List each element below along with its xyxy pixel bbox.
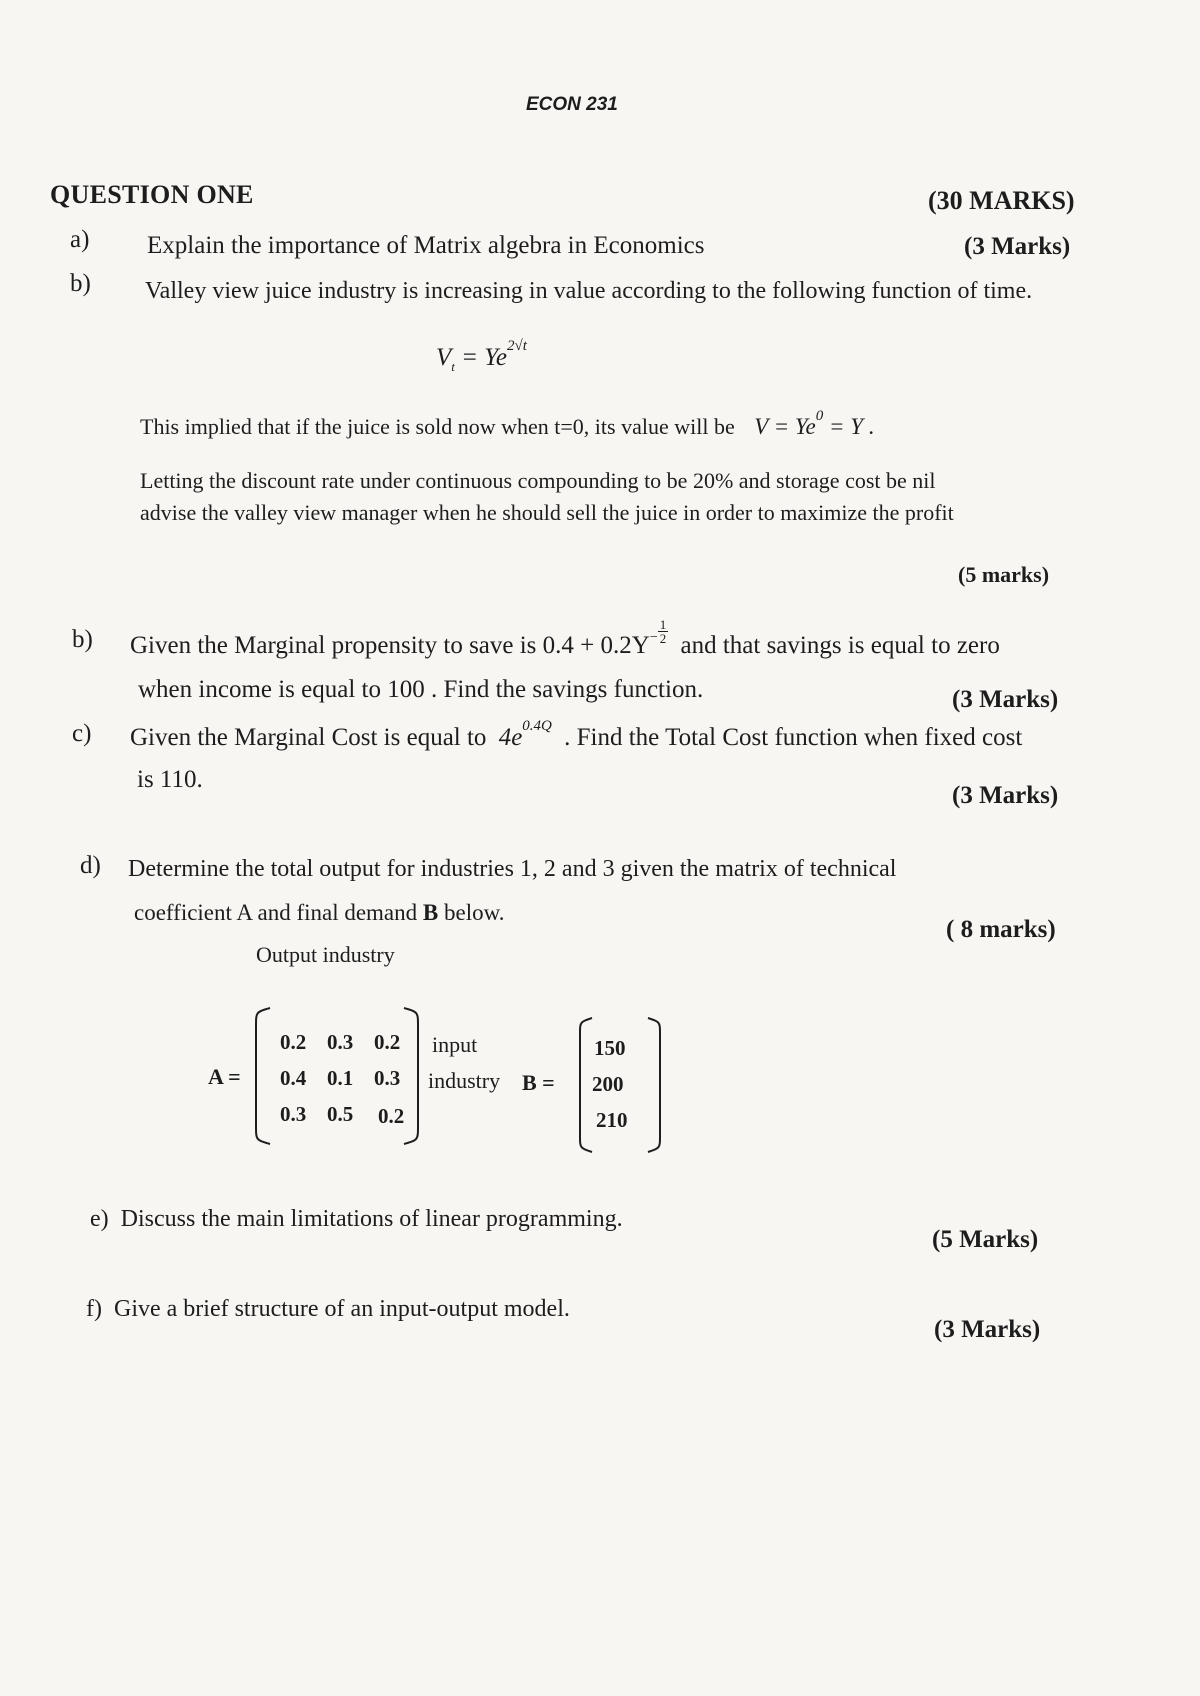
formula-exponent: 2√t	[506, 338, 527, 354]
item-b2-marks: (3 Marks)	[952, 686, 1059, 713]
matrix-b-cell: 210	[596, 1108, 628, 1132]
item-b2-text-a: Given the Marginal propensity to save is	[130, 632, 537, 659]
mps-formula	[542, 617, 669, 659]
matrix-b-cell: 150	[594, 1036, 626, 1060]
item-b2-line2: when income is equal to 100 . Find the savings function.	[138, 676, 704, 703]
matrix-a-label: A =	[208, 1064, 241, 1089]
question-title: QUESTION ONE	[50, 180, 254, 209]
matrix-a-cell: 0.4	[280, 1066, 307, 1090]
item-a-text: Explain the importance of Matrix algebra in Economics	[147, 232, 705, 259]
course-code: ECON 231	[526, 94, 618, 115]
mps-formula-base: 0.4 + 0.2Y	[542, 632, 650, 659]
formula-rhs: = Ye	[454, 344, 507, 371]
mps-exponent-sign: −	[649, 630, 658, 645]
item-c-label: c)	[72, 720, 92, 747]
value-function-formula	[436, 338, 527, 375]
matrix-a-cell: 0.2	[280, 1030, 307, 1054]
matrix-a-cell: 0.3	[280, 1102, 307, 1126]
output-industry-label: Output industry	[256, 942, 395, 967]
item-d-label: d)	[80, 852, 101, 879]
item-b1-line3: Letting the discount rate under continuous compounding to be 20% and storage cost be nil	[140, 468, 936, 493]
item-a-marks: (3 Marks)	[964, 233, 1071, 260]
matrix-a-cell: 0.3	[327, 1030, 354, 1054]
item-d-line2	[134, 900, 504, 926]
item-c-line2: is 110.	[137, 766, 203, 793]
mc-formula	[498, 718, 552, 751]
item-e-label: e)	[90, 1206, 109, 1232]
mps-exp-denominator: 2	[659, 631, 667, 646]
mps-exp-numerator: 1	[659, 617, 667, 632]
matrix-b-cell: 200	[592, 1072, 624, 1096]
item-c-marks: (3 Marks)	[952, 782, 1059, 809]
matrix-b-label: B =	[522, 1070, 555, 1095]
item-f-line	[86, 1296, 570, 1323]
item-c-text-a: Given the Marginal Cost is equal to	[130, 724, 487, 751]
input-label: input	[432, 1032, 478, 1057]
item-b1-label: b)	[70, 270, 91, 297]
line2-formula-part-a: V = Ye	[754, 414, 816, 439]
item-c-line1	[130, 718, 1023, 752]
item-b1-line2-text: This implied that if the juice is sold now when t=0, its value will be	[140, 414, 735, 439]
question-marks: (30 MARKS)	[928, 186, 1075, 215]
matrix-a-cell: 0.2	[374, 1030, 401, 1054]
mc-formula-base: 4e	[498, 724, 523, 751]
mc-formula-exponent: 0.4Q	[522, 718, 552, 734]
industry-label: industry	[428, 1068, 501, 1093]
item-b1-line2-formula	[754, 408, 875, 439]
line2-formula-exponent: 0	[815, 408, 824, 424]
line2-formula-part-b: = Y .	[823, 414, 875, 439]
item-e-line	[90, 1206, 623, 1233]
item-b1-line2	[140, 408, 875, 440]
item-e-text: Discuss the main limitations of linear programming.	[120, 1206, 623, 1232]
mps-exponent-fraction	[658, 618, 669, 645]
item-f-text: Give a brief structure of an input-output model.	[113, 1296, 570, 1322]
formula-subscript: t	[451, 359, 455, 374]
matrix-a-cell: 0.5	[327, 1102, 354, 1126]
matrix-a-cell: 0.3	[374, 1066, 401, 1090]
matrix-a-cell: 0.1	[327, 1066, 354, 1090]
item-d-text: Determine the total output for industries 1, 2 and 3 given the matrix of technical	[128, 856, 897, 882]
item-b1-text: Valley view juice industry is increasing in value according to the following function of time.	[145, 278, 1033, 304]
item-a-label: a)	[70, 226, 90, 253]
item-b2-text-b: and that savings is equal to zero	[680, 632, 1000, 659]
item-b1-line4: advise the valley view manager when he should sell the juice in order to maximize the profit	[140, 500, 954, 525]
formula-v: V	[436, 344, 452, 371]
matrix-a-cell: 0.2	[378, 1104, 405, 1128]
item-d-line2-c: below.	[438, 900, 505, 925]
item-f-marks: (3 Marks)	[934, 1316, 1041, 1343]
item-f-label: f)	[86, 1296, 102, 1322]
item-b2-label: b)	[72, 626, 93, 653]
item-c-text-b: . Find the Total Cost function when fixed cost	[564, 724, 1023, 751]
item-d-marks: ( 8 marks)	[946, 916, 1056, 943]
item-b1-marks: (5 marks)	[958, 562, 1050, 587]
item-b2-line1	[130, 617, 1000, 660]
item-d-line2-a: coefficient A and final demand	[134, 900, 423, 925]
item-d-line2-b: B	[422, 900, 439, 925]
item-e-marks: (5 Marks)	[932, 1226, 1039, 1253]
